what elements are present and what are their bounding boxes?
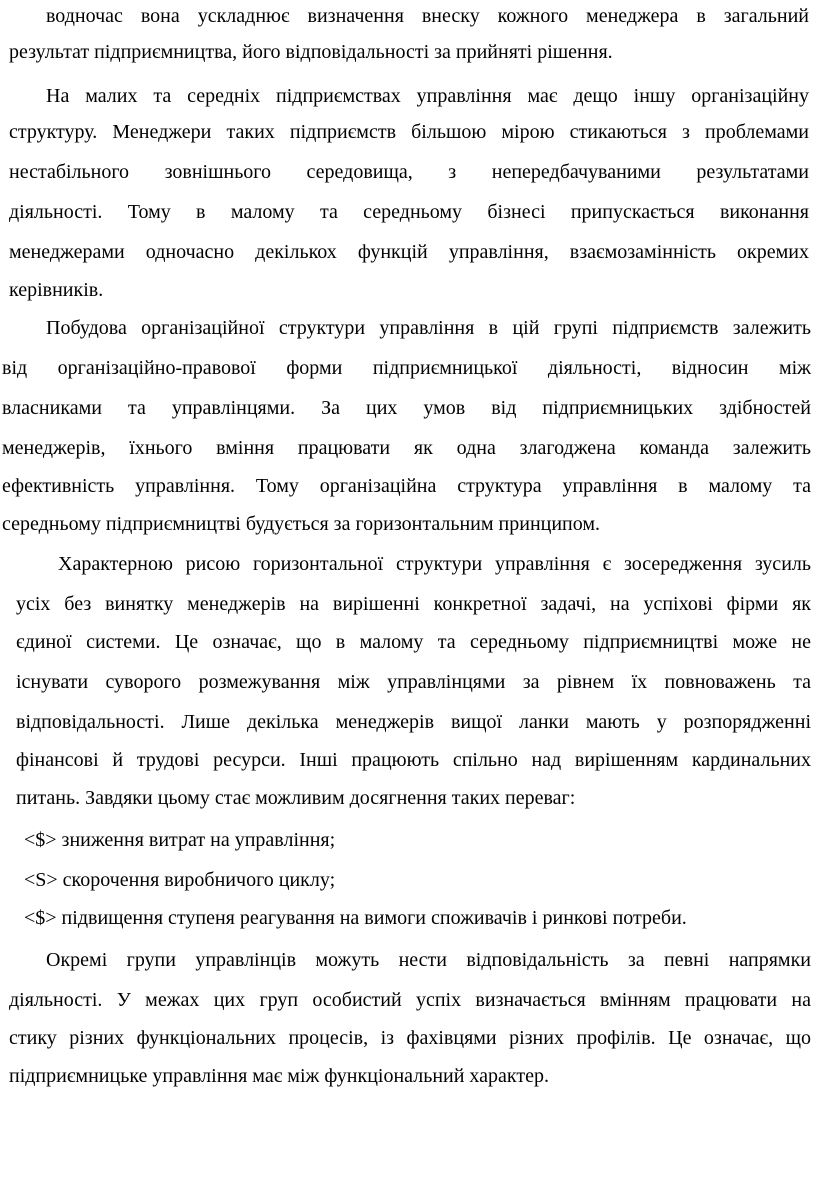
paragraph-3-line-5: ефективність управління. Тому організаційна структура управління в малому та [2, 475, 811, 497]
paragraph-3-line-4: менеджерів, їхнього вміння працювати як одна злагоджена команда залежить [2, 437, 811, 459]
paragraph-2-line-6: керівників. [9, 279, 104, 301]
paragraph-4-line-5: відповідальності. Лише декілька менеджерів вищої ланки мають у розпорядженні [16, 711, 811, 733]
paragraph-5-line-3: стику різних функціональних процесів, із фахівцями різних профілів. Це означає, що [9, 1027, 811, 1049]
paragraph-1-line-2: результат підприємництва, його відповідальності за прийняті рішення. [9, 41, 613, 63]
paragraph-5-line-4: підприємницьке управління має між функціональний характер. [9, 1065, 549, 1087]
list-item: <S> скорочення виробничого циклу; [24, 869, 336, 891]
paragraph-5-line-1: Окремі групи управлінців можуть нести відповідальність за певні напрямки [46, 949, 811, 971]
list-item: <$> підвищення ступеня реагування на вимоги споживачів і ринкові потреби. [24, 907, 687, 929]
paragraph-2-line-1: На малих та середніх підприємствах управління має дещо іншу організаційну [46, 85, 809, 107]
paragraph-2-line-5: менеджерами одночасно декількох функцій управління, взаємозамінність окремих [9, 241, 809, 263]
paragraph-2-line-3: нестабільного зовнішнього середовища, з непередбачуваними результатами [9, 161, 809, 183]
paragraph-4-line-2: усіх без винятку менеджерів на вирішенні конкретної задачі, на успіхові фірми як [16, 593, 811, 615]
paragraph-4-line-7: питань. Завдяки цьому стає можливим досягнення таких переваг: [16, 787, 576, 809]
paragraph-1-line-1: водночас вона ускладнює визначення внеску кожного менеджера в загальний [46, 5, 809, 27]
paragraph-4-line-3: єдиної системи. Це означає, що в малому та середньому підприємництві може не [16, 631, 811, 653]
paragraph-5-line-2: діяльності. У межах цих груп особистий успіх визначається вмінням працювати на [9, 989, 811, 1011]
paragraph-3-line-3: власниками та управлінцями. За цих умов від підприємницьких здібностей [2, 397, 811, 419]
paragraph-4-line-6: фінансові й трудові ресурси. Інші працюють спільно над вирішенням кардинальних [16, 749, 811, 771]
paragraph-3-line-6: середньому підприємництві будується за горизонтальним принципом. [2, 513, 601, 535]
paragraph-3-line-2: від організаційно-правової форми підприємницької діяльності, відносин між [2, 357, 811, 379]
paragraph-3-line-1: Побудова організаційної структури управління в цій групі підприємств залежить [46, 317, 811, 339]
paragraph-2-line-2: структуру. Менеджери таких підприємств більшою мірою стикаються з проблемами [9, 121, 809, 143]
paragraph-2-line-4: діяльності. Тому в малому та середньому бізнесі припускається виконання [9, 201, 809, 223]
list-item: <$> зниження витрат на управління; [24, 829, 336, 851]
paragraph-4-line-4: існувати суворого розмежування між управлінцями за рівнем їх повноважень та [16, 671, 811, 693]
paragraph-4-line-1: Характерною рисою горизонтальної структури управління є зосередження зусиль [58, 553, 811, 575]
